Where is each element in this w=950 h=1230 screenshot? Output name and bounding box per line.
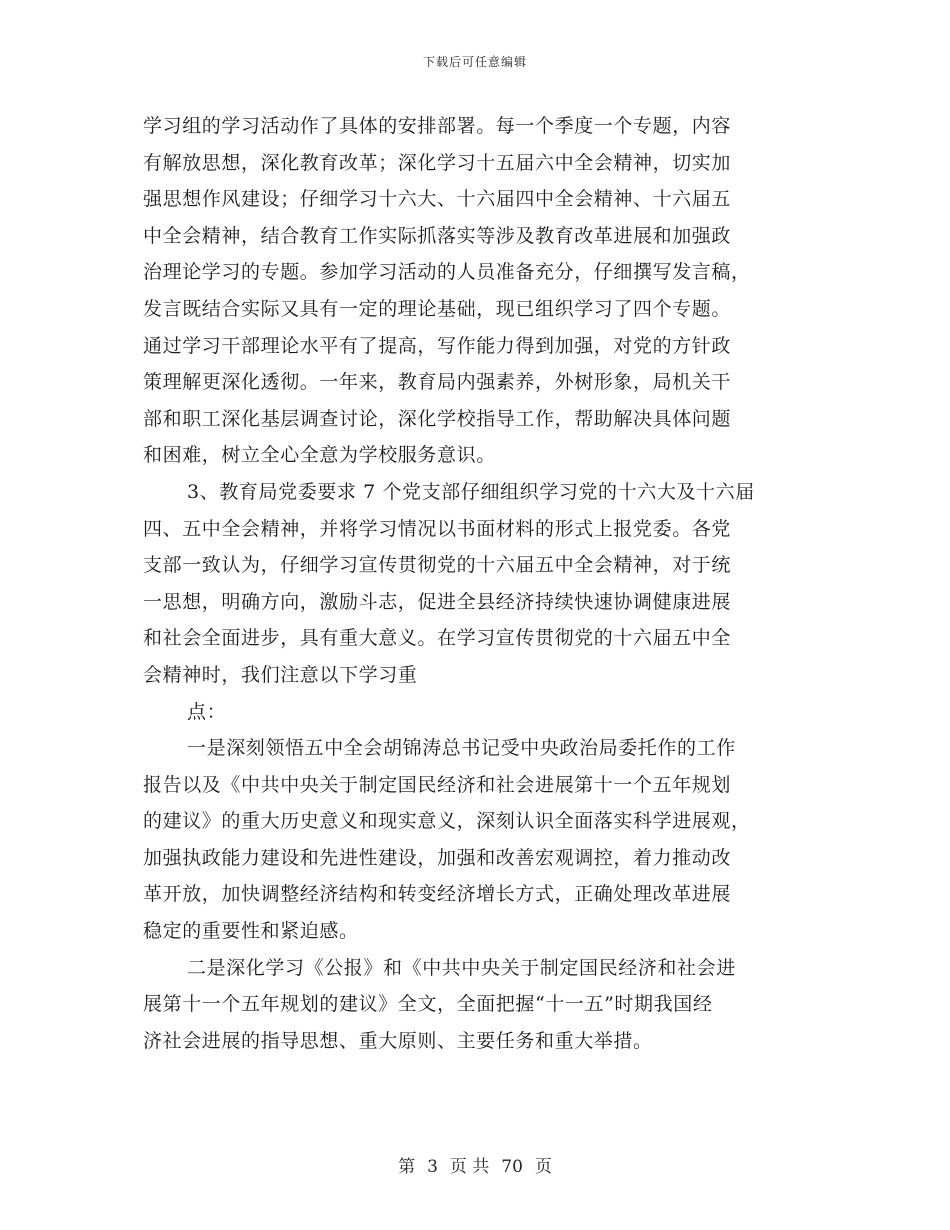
body-line: 四、五中全会精神，并将学习情况以书面材料的形式上报党委。各党 (143, 517, 732, 540)
body-line: 发言既结合实际又具有一定的理论基础，现已组织学习了四个专题。 (143, 297, 732, 320)
document-body (143, 108, 807, 1059)
body-line: 一思想，明确方向，激励斗志，促进全县经济持续快速协调健康进展 (143, 590, 732, 613)
body-line: 治理论学习的专题。参加学习活动的人员准备充分，仔细撰写发言稿， (143, 261, 751, 284)
paragraph-start-line: 点： (187, 700, 227, 723)
body-line: 加强执政能力建设和先进性建设，加强和改善宏观调控，着力推动改 (143, 846, 732, 869)
body-line: 和社会全面进步，具有重大意义。在学习宣传贯彻党的十六届五中全 (143, 627, 732, 650)
body-line: 部和职工深化基层调查讨论，深化学校指导工作，帮助解决具体问题 (143, 407, 732, 430)
body-line: 策理解更深化透彻。一年来，教育局内强素养，外树形象，局机关干 (143, 371, 732, 394)
body-line: 有解放思想，深化教育改革；深化学习十五届六中全会精神，切实加 (143, 151, 732, 174)
body-line: 强思想作风建设；仔细学习十六大、十六届四中全会精神、十六届五 (143, 188, 732, 211)
paragraph-start-line: 一是深刻领悟五中全会胡锦涛总书记受中央政治局委托作的工作 (187, 737, 736, 760)
body-line: 报告以及《中共中央关于制定国民经济和社会进展第十一个五年规划 (143, 773, 732, 796)
body-line: 通过学习干部理论水平有了提高，写作能力得到加强，对党的方针政 (143, 334, 732, 357)
page-header: 下载后可任意编辑 (422, 55, 527, 69)
paragraph-start-line: 3、教育局党委要求 7 个党支部仔细组织学习党的十六大及十六届 (187, 480, 755, 503)
body-line: 会精神时，我们注意以下学习重 (143, 663, 418, 686)
body-line: 学习组的学习活动作了具体的安排部署。每一个季度一个专题，内容 (143, 115, 732, 137)
footer-prefix: 第 (398, 1157, 416, 1177)
body-line: 济社会进展的指导思想、重大原则、主要任务和重大举措。 (143, 1029, 653, 1052)
footer-middle: 页 共 (449, 1157, 490, 1177)
body-line: 中全会精神，结合教育工作实际抓落实等涉及教育改革进展和加强政 (143, 224, 732, 247)
total-page-count: 70 (501, 1157, 523, 1177)
body-line: 的建议》的重大历史意义和现实意义，深刻认识全面落实科学进展观， (143, 810, 751, 833)
paragraph-start-line: 二是深化学习《公报》和《中共中央关于制定国民经济和社会进 (187, 956, 736, 979)
current-page-number: 3 (427, 1157, 438, 1177)
body-line: 和困难，树立全心全意为学校服务意识。 (143, 444, 496, 467)
page-footer (0, 1156, 950, 1178)
body-line: 稳定的重要性和紧迫感。 (143, 920, 359, 943)
footer-suffix: 页 (534, 1157, 552, 1177)
body-line: 革开放，加快调整经济结构和转变经济增长方式，正确处理改革进展 (143, 883, 732, 906)
body-line: 支部一致认为，仔细学习宣传贯彻党的十六届五中全会精神，对于统 (143, 554, 732, 577)
body-line: 展第十一个五年规划的建议》全文，全面把握“十一五”时期我国经 (143, 993, 713, 1016)
